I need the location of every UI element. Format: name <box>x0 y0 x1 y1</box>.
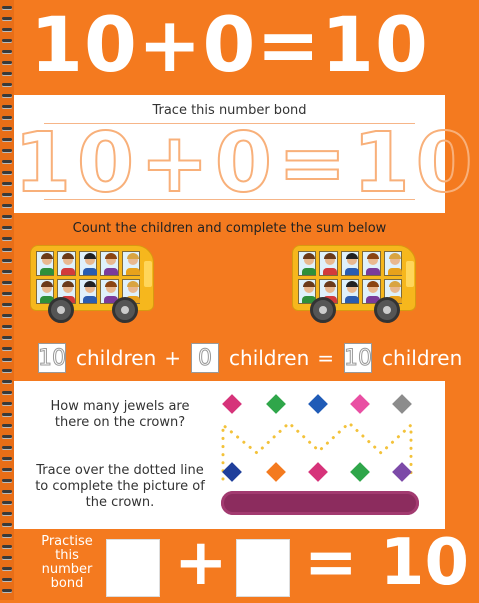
second-word: children <box>229 346 310 370</box>
child-window <box>384 251 402 276</box>
children-sum <box>32 341 466 375</box>
equals-sign: = <box>317 346 335 370</box>
jewel-icon <box>308 394 328 414</box>
child-window <box>79 279 97 304</box>
jewel-icon <box>392 394 412 414</box>
child-window <box>36 251 54 276</box>
child-window <box>57 251 75 276</box>
child-window <box>298 251 316 276</box>
school-bus-right-icon <box>292 245 422 327</box>
second-answer-box[interactable]: 0 <box>191 343 219 373</box>
school-bus-left-icon <box>30 245 160 327</box>
header-band <box>14 0 445 95</box>
crown-question: How many jewels are there on the crown? <box>50 399 190 430</box>
crown-instruction: Trace over the dotted line to complete the picture of the crown. <box>35 463 205 510</box>
count-title: Count the children and complete the sum below <box>72 221 387 236</box>
jewel-icon <box>266 394 286 414</box>
child-window <box>100 251 118 276</box>
plus-sign: + <box>164 346 182 370</box>
child-window <box>362 251 380 276</box>
crown-base <box>221 491 419 515</box>
trace-title: Trace this number bond <box>152 103 307 118</box>
practise-section <box>14 526 469 600</box>
header-equation: 10+0=10 <box>30 0 429 89</box>
practise-equals-ten: = 10 <box>304 526 469 600</box>
jewel-icon <box>222 394 242 414</box>
spiral-binding <box>0 0 14 600</box>
count-section <box>14 213 463 381</box>
result-answer-box[interactable]: 10 <box>344 343 372 373</box>
child-window <box>79 251 97 276</box>
child-window <box>341 251 359 276</box>
first-answer-box[interactable]: 10 <box>38 343 66 373</box>
child-window <box>319 251 337 276</box>
crown-picture[interactable] <box>209 387 429 519</box>
jewel-icon <box>350 394 370 414</box>
first-word: children <box>76 346 157 370</box>
practise-plus-sign: + <box>174 526 228 600</box>
child-window <box>122 251 140 276</box>
practise-label: Practise this number bond <box>41 534 93 591</box>
practise-first-box[interactable] <box>106 539 160 597</box>
crown-section <box>14 381 445 529</box>
result-word: children <box>382 346 463 370</box>
trace-equation[interactable]: 10+0=10 <box>14 116 479 211</box>
practise-second-box[interactable] <box>236 539 290 597</box>
trace-section <box>14 95 479 213</box>
child-window <box>341 279 359 304</box>
